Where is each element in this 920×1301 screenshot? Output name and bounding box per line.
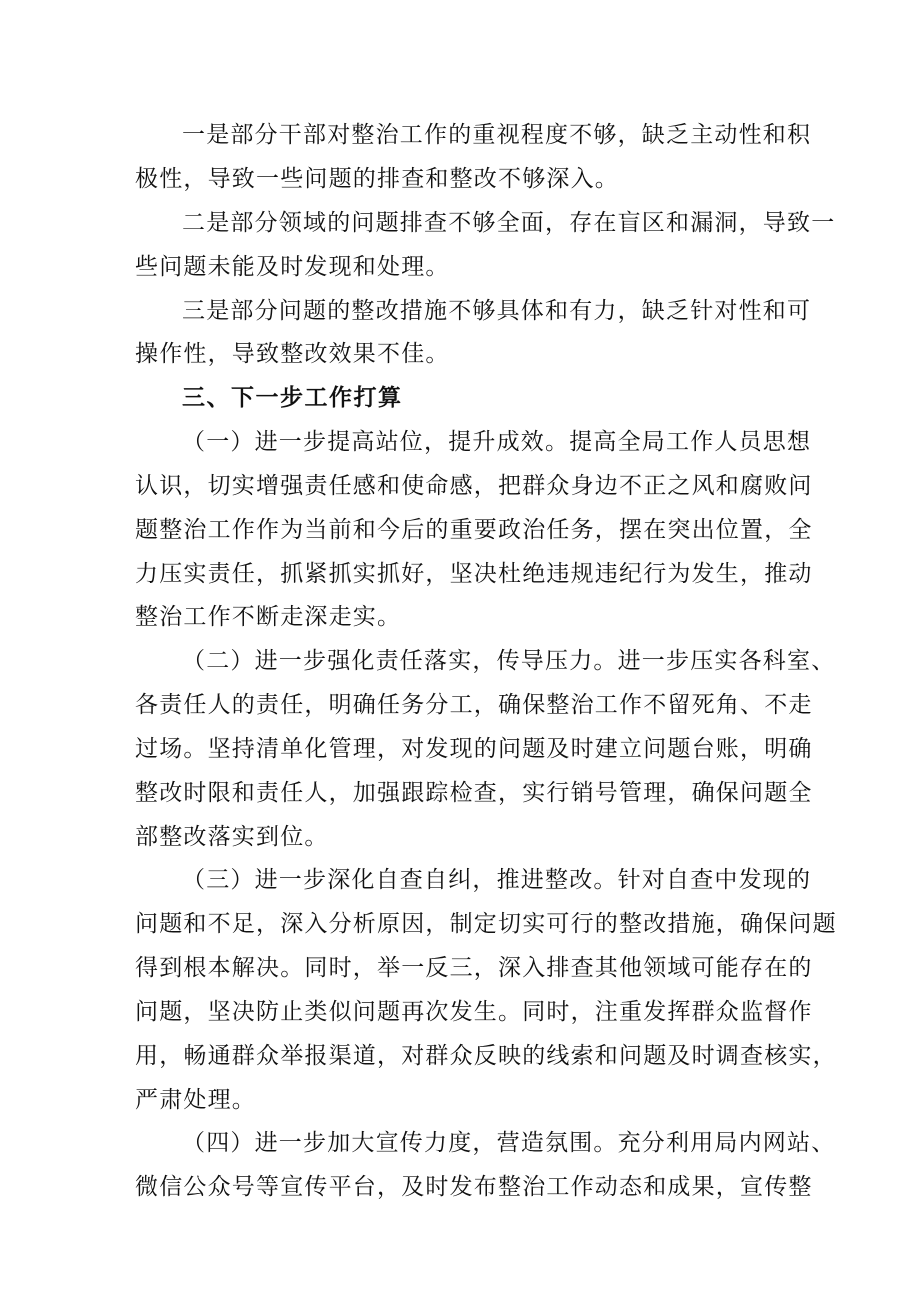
text-line bbox=[0, 205, 920, 241]
line-text: 过场。坚持清单化管理，对发现的问题及时建立问题台账，明确 bbox=[135, 736, 813, 762]
line-text: （四）进一步加大宣传力度，营造氛围。充分利用局内网站、 bbox=[182, 1130, 836, 1156]
text-line bbox=[0, 117, 920, 153]
line-text: 极性，导致一些问题的排查和整改不够深入。 bbox=[135, 166, 619, 192]
line-text: 操作性，导致整改效果不佳。 bbox=[135, 341, 450, 367]
text-line bbox=[0, 556, 920, 592]
text-line bbox=[0, 1038, 920, 1074]
text-line bbox=[0, 1125, 920, 1161]
text-line bbox=[0, 512, 920, 548]
line-text: 些问题未能及时发现和处理。 bbox=[135, 254, 450, 280]
text-line bbox=[0, 249, 920, 285]
text-line bbox=[0, 819, 920, 855]
text-line bbox=[0, 775, 920, 811]
text-line bbox=[0, 468, 920, 504]
line-text: 整改时限和责任人，加强跟踪检查，实行销号管理，确保问题全 bbox=[135, 780, 813, 806]
line-text: （二）进一步强化责任落实，传导压力。进一步压实各科室、 bbox=[182, 648, 836, 674]
line-text: （一）进一步提高站位，提升成效。提高全局工作人员思想 bbox=[182, 429, 812, 455]
text-line bbox=[0, 950, 920, 986]
line-text: 题整治工作作为当前和今后的重要政治任务，摆在突出位置，全 bbox=[135, 517, 813, 543]
text-line bbox=[0, 862, 920, 898]
text-line bbox=[0, 994, 920, 1030]
text-line bbox=[0, 336, 920, 372]
text-line bbox=[0, 906, 920, 942]
line-text: 力压实责任，抓紧抓实抓好，坚决杜绝违规违纪行为发生，推动 bbox=[135, 561, 813, 587]
text-line bbox=[0, 643, 920, 679]
section-heading bbox=[0, 380, 920, 416]
text-line bbox=[0, 1082, 920, 1118]
line-text: 严肃处理。 bbox=[135, 1087, 256, 1113]
line-text: 各责任人的责任，明确任务分工，确保整治工作不留死角、不走 bbox=[135, 692, 813, 718]
line-text: （三）进一步深化自查自纠，推进整改。针对自查中发现的 bbox=[182, 867, 812, 893]
line-text: 一是部分干部对整治工作的重视程度不够，缺乏主动性和积 bbox=[182, 122, 812, 148]
line-text: 用，畅通群众举报渠道，对群众反映的线索和问题及时调查核实， bbox=[135, 1043, 837, 1069]
line-text: 问题，坚决防止类似问题再次发生。同时，注重发挥群众监督作 bbox=[135, 999, 813, 1025]
line-text: 部整改落实到位。 bbox=[135, 824, 329, 850]
line-text: 二是部分领域的问题排查不够全面，存在盲区和漏洞，导致一 bbox=[182, 210, 836, 236]
text-line bbox=[0, 424, 920, 460]
text-line bbox=[0, 731, 920, 767]
line-text: 三是部分问题的整改措施不够具体和有力，缺乏针对性和可 bbox=[182, 298, 812, 324]
line-text: 微信公众号等宣传平台，及时发布整治工作动态和成果，宣传整 bbox=[135, 1174, 813, 1200]
line-text: 整治工作不断走深走实。 bbox=[135, 604, 402, 630]
text-line bbox=[0, 599, 920, 635]
text-line bbox=[0, 293, 920, 329]
text-line bbox=[0, 161, 920, 197]
text-line bbox=[0, 687, 920, 723]
line-text: 认识，切实增强责任感和使命感，把群众身边不正之风和腐败问 bbox=[135, 473, 813, 499]
text-line bbox=[0, 1169, 920, 1205]
line-text: 问题和不足，深入分析原因，制定切实可行的整改措施，确保问题 bbox=[135, 911, 837, 937]
line-text: 得到根本解决。同时，举一反三，深入排查其他领域可能存在的 bbox=[135, 955, 813, 981]
section-heading-text: 三、下一步工作打算 bbox=[182, 385, 403, 411]
